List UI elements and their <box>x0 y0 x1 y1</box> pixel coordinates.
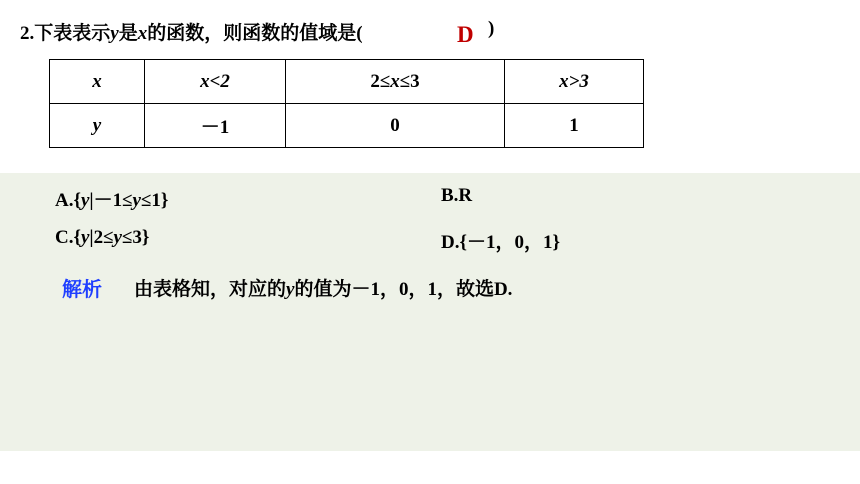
option-b: B.R <box>441 185 473 206</box>
table-cell: x>3 <box>505 60 644 104</box>
option-d: D.{－1，0，1} <box>441 232 560 253</box>
answer-label: D <box>457 22 474 47</box>
table-cell: 1 <box>505 104 644 148</box>
table-row <box>50 104 644 148</box>
table-cell <box>286 60 505 104</box>
table-cell-text: 2≤x≤3 <box>370 70 420 92</box>
table-cell: x<2 <box>145 60 286 104</box>
table-cell: y <box>50 104 145 148</box>
question-close-paren: ) <box>488 18 495 39</box>
analysis-label: 解析 <box>62 277 102 301</box>
table-cell: 0 <box>286 104 505 148</box>
solution-panel <box>0 173 860 451</box>
table-row <box>50 60 644 104</box>
function-table <box>49 59 644 148</box>
table-cell: x <box>50 60 145 104</box>
analysis-text: 由表格知，对应的y的值为－1，0，1，故选D. <box>134 279 513 300</box>
option-a: A.{y|－1≤y≤1} <box>55 190 169 211</box>
option-c: C.{y|2≤y≤3} <box>55 227 150 248</box>
question-text: 2.下表表示y是x的函数，则函数的值域是( <box>20 23 363 44</box>
table-cell: －1 <box>145 104 286 148</box>
